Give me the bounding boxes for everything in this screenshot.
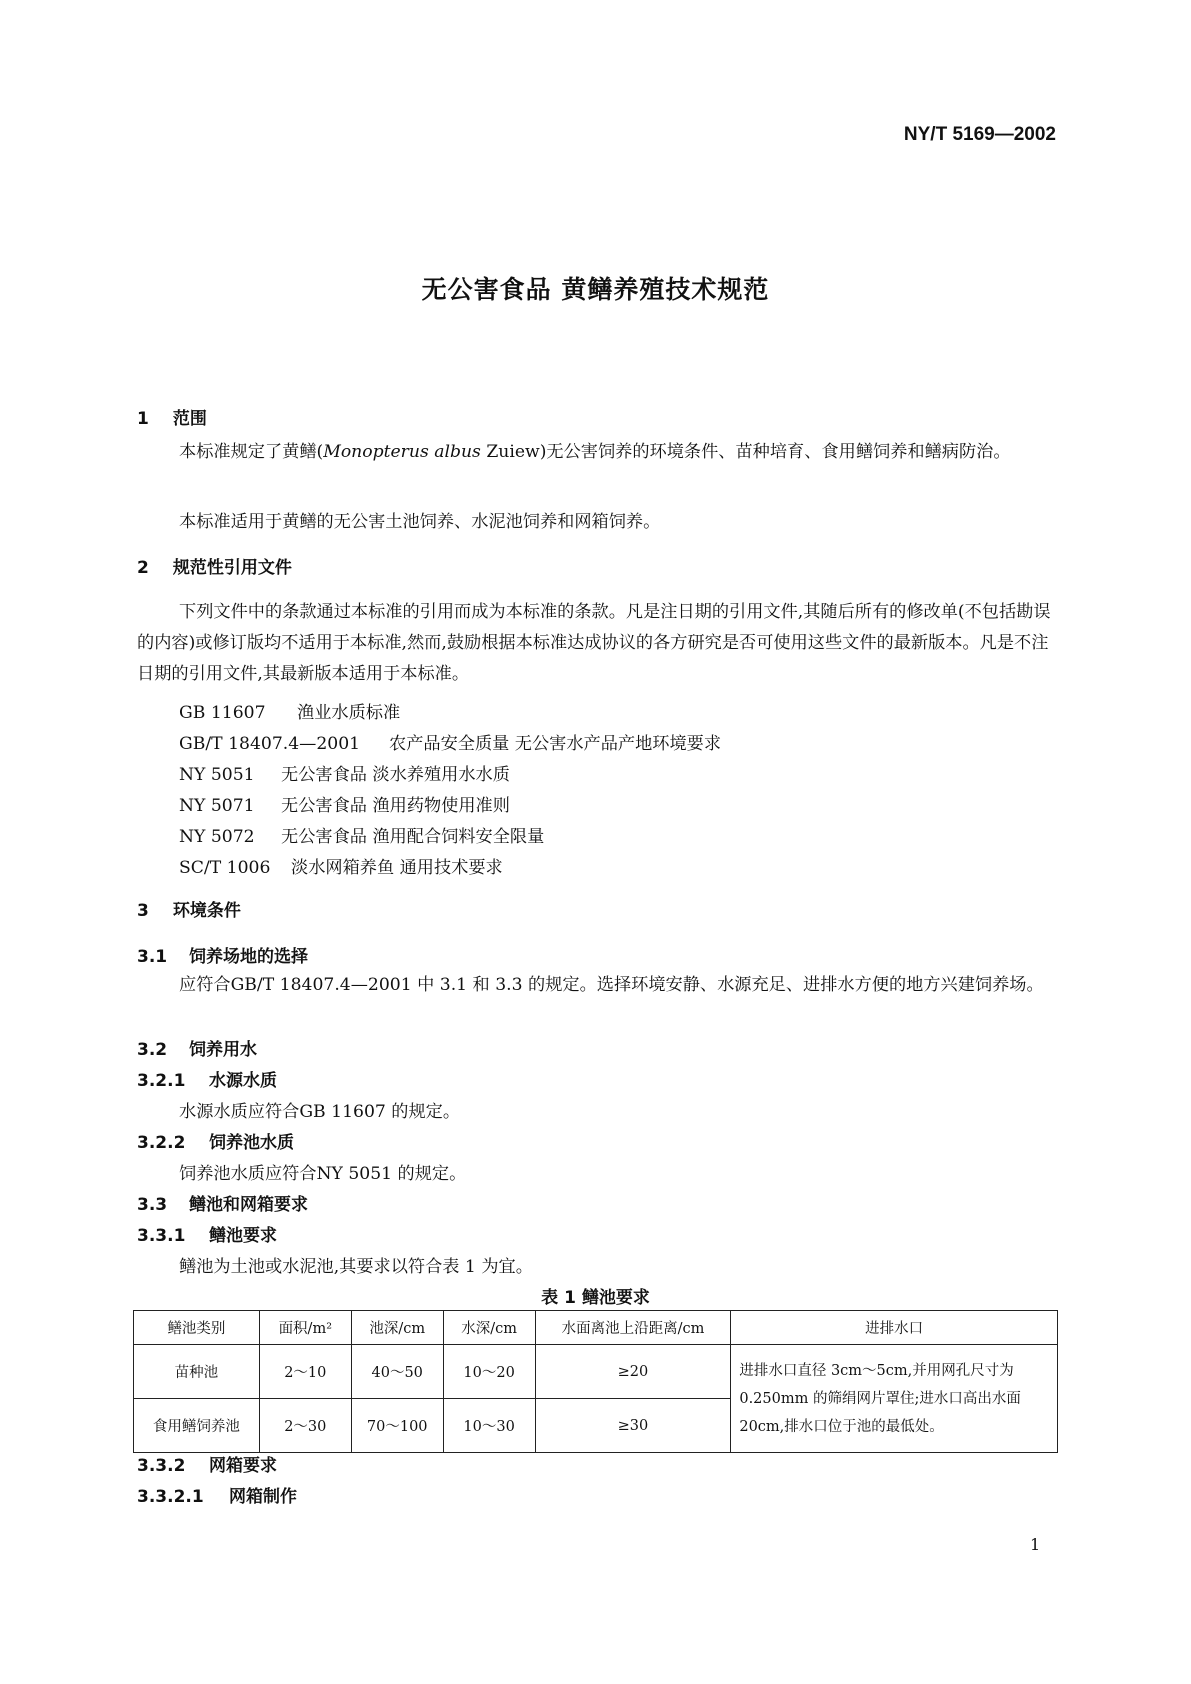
section-title: 鳝池和网箱要求: [189, 1195, 308, 1215]
section-number: 3: [137, 901, 149, 921]
subsection-3-2-2-heading: [137, 1128, 294, 1153]
section-1-paragraph-1: [137, 437, 1057, 468]
reference-code: GB/T 18407.4—2001: [179, 734, 361, 754]
reference-code: GB 11607: [179, 703, 266, 723]
section-number: 3.1: [137, 947, 168, 967]
table-cell: 40～50: [351, 1345, 443, 1399]
section-title: 范围: [172, 409, 207, 429]
reference-item: [179, 729, 721, 754]
reference-code: NY 5051: [179, 765, 255, 785]
section-number: 3.2.1: [137, 1071, 186, 1091]
table-header-cell: 水深/cm: [443, 1311, 535, 1345]
section-number: 3.3: [137, 1195, 168, 1215]
section-1-heading: [137, 404, 207, 429]
reference-title: 渔业水质标准: [297, 703, 401, 723]
table-cell: 10～30: [443, 1399, 535, 1453]
table-header-row: [134, 1311, 1058, 1345]
reference-title: 农产品安全质量 无公害水产品产地环境要求: [389, 734, 722, 754]
table-cell: ≥20: [535, 1345, 731, 1399]
latin-name: Monopterus albus: [323, 442, 481, 462]
section-title: 饲养用水: [189, 1040, 257, 1060]
reference-title: 无公害食品 淡水养殖用水水质: [281, 765, 510, 785]
reference-item: [179, 698, 400, 723]
table-1-caption: 表 1 鳝池要求: [541, 1288, 650, 1308]
table-cell: ≥30: [535, 1399, 731, 1453]
table-cell: 2～10: [259, 1345, 351, 1399]
section-2-paragraph: 下列文件中的条款通过本标准的引用而成为本标准的条款。凡是注日期的引用文件,其随后所有的修改单(不包括勘误的内容)或修订版均不适用于本标准,然而,鼓励根据本标准达成协议的各方研究是否可使用这些文件的最新版本。凡是不注日期的引用文件,其最新版本适用于本标准。: [137, 602, 1051, 684]
subsection-3-1-heading: [137, 942, 308, 967]
section-number: 3.3.2.1: [137, 1487, 204, 1507]
table-1: [133, 1310, 1058, 1453]
reference-title: 无公害食品 渔用药物使用准则: [281, 796, 510, 816]
section-title: 水源水质: [209, 1071, 277, 1091]
reference-code: SC/T 1006: [179, 858, 271, 878]
section-number: 3.2.2: [137, 1133, 186, 1153]
subsection-3-3-2-1-heading: [137, 1482, 297, 1507]
section-title: 饲养池水质: [209, 1133, 294, 1153]
table-header-cell: 池深/cm: [351, 1311, 443, 1345]
table-cell: 苗种池: [134, 1345, 260, 1399]
table-cell: 食用鳝饲养池: [134, 1399, 260, 1453]
subsection-3-2-heading: [137, 1035, 257, 1060]
section-title: 网箱要求: [209, 1456, 277, 1476]
section-2-heading: [137, 553, 292, 578]
subsection-3-2-2-text: 饲养池水质应符合NY 5051 的规定。: [179, 1164, 467, 1184]
reference-item: [179, 791, 510, 816]
section-number: 3.2: [137, 1040, 168, 1060]
table-header-cell: 进排水口: [731, 1311, 1058, 1345]
reference-item: [179, 822, 544, 847]
reference-item: [179, 853, 503, 878]
table-cell: 10～20: [443, 1345, 535, 1399]
reference-item: [179, 760, 510, 785]
section-1-paragraph-2: 本标准适用于黄鳝的无公害土池饲养、水泥池饲养和网箱饲养。: [179, 512, 661, 532]
reference-code: NY 5072: [179, 827, 255, 847]
section-title: 环境条件: [172, 901, 241, 921]
table-cell: 2～30: [259, 1399, 351, 1453]
table-note-cell: 进排水口直径 3cm～5cm,并用网孔尺寸为 0.250mm 的筛绢网片罩住;进水口高出水面 20cm,排水口位于池的最低处。: [731, 1345, 1058, 1453]
section-title: 饲养场地的选择: [189, 947, 308, 967]
standard-code: NY/T 5169—2002: [903, 124, 1056, 145]
table-row: [134, 1345, 1058, 1399]
subsection-3-3-1-heading: [137, 1221, 277, 1246]
section-number: 3.3.1: [137, 1226, 186, 1246]
section-number: 3.3.2: [137, 1456, 186, 1476]
subsection-3-2-1-text: 水源水质应符合GB 11607 的规定。: [179, 1102, 461, 1122]
table-header-cell: 面积/m²: [259, 1311, 351, 1345]
text-fragment: Zuiew)无公害饲养的环境条件、苗种培育、食用鳝饲养和鳝病防治。: [480, 442, 1011, 462]
document-title: 无公害食品 黄鳝养殖技术规范: [421, 275, 770, 304]
reference-title: 无公害食品 渔用配合饲料安全限量: [281, 827, 545, 847]
page-number: 1: [1030, 1535, 1041, 1554]
section-title: 网箱制作: [229, 1487, 297, 1507]
table-header-cell: 水面离池上沿距离/cm: [535, 1311, 731, 1345]
text-fragment: 本标准规定了黄鳝(: [179, 442, 324, 462]
subsection-3-3-1-text: 鳝池为土池或水泥池,其要求以符合表 1 为宜。: [179, 1257, 533, 1277]
reference-code: NY 5071: [179, 796, 255, 816]
subsection-3-2-1-heading: [137, 1066, 277, 1091]
table-header-cell: 鳝池类别: [134, 1311, 260, 1345]
section-number: 1: [137, 409, 149, 429]
section-title: 规范性引用文件: [172, 558, 292, 578]
reference-title: 淡水网箱养鱼 通用技术要求: [291, 858, 503, 878]
section-3-heading: [137, 896, 241, 921]
subsection-3-3-2-heading: [137, 1451, 277, 1476]
subsection-3-1-text: 应符合GB/T 18407.4—2001 中 3.1 和 3.3 的规定。选择环境安静、水源充足、进排水方便的地方兴建饲养场。: [179, 975, 1044, 995]
subsection-3-3-heading: [137, 1190, 308, 1215]
table-cell: 70～100: [351, 1399, 443, 1453]
section-number: 2: [137, 558, 149, 578]
section-title: 鳝池要求: [209, 1226, 277, 1246]
